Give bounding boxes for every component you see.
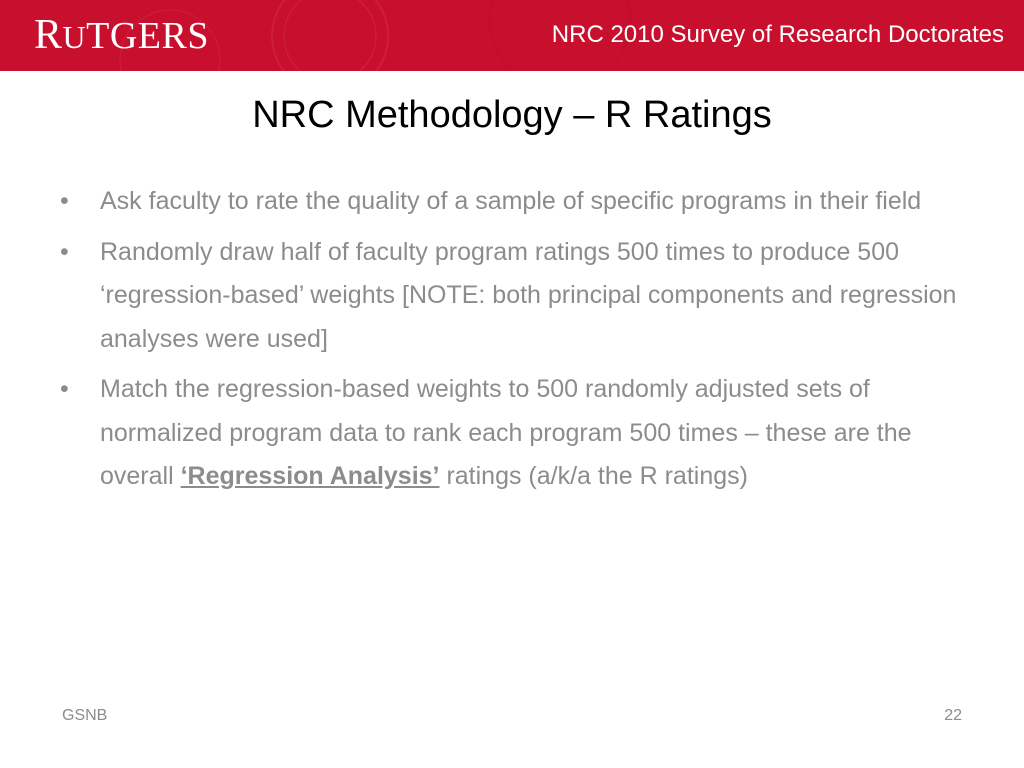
bullet-text-after: ratings (a/k/a the R ratings) [439, 462, 748, 490]
bullet-text-before: Match the regression-based weights to 500 randomly adjusted sets of normalized program data to rank each program 500 times – these are the overall [100, 375, 912, 490]
rutgers-logo: RUTGERS [34, 12, 209, 58]
bullet-item [58, 180, 978, 224]
header-title: NRC 2010 Survey of Research Doctorates [551, 21, 1004, 48]
bullet-list [58, 180, 978, 506]
bullet-icon: • [60, 187, 69, 215]
header-bar [0, 0, 1024, 71]
footer-label: GSNB [62, 707, 108, 724]
bullet-icon: • [60, 375, 69, 403]
bullet-item [58, 368, 978, 499]
bullet-text: Ask faculty to rate the quality of a sample of specific programs in their field [100, 187, 922, 215]
page-number: 22 [944, 707, 962, 724]
bullet-text: Randomly draw half of faculty program ratings 500 times to produce 500 ‘regression-based’ weights [NOTE: both principal components and regression analyses were used] [100, 237, 957, 353]
bullet-item [58, 231, 978, 362]
bullet-icon: • [60, 237, 69, 266]
regression-analysis-emphasis: ‘Regression Analysis’ [180, 462, 440, 490]
slide-title: NRC Methodology – R Ratings [252, 94, 772, 136]
